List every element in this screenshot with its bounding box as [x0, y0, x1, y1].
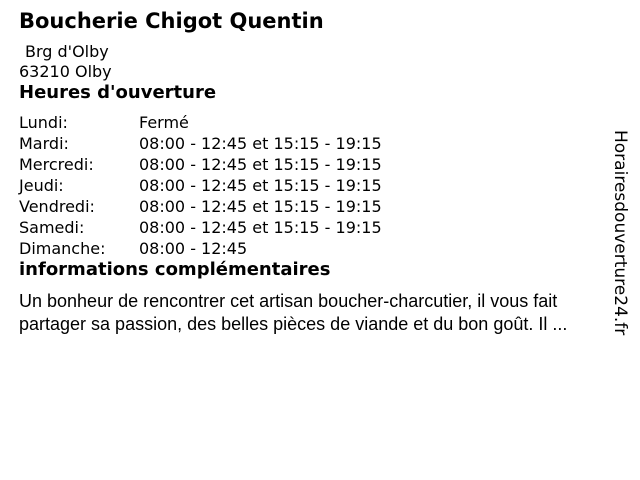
- extra-info-line: Un bonheur de rencontrer cet artisan boucher-charcutier, il vous fait: [19, 291, 558, 311]
- table-row-saturday: [19, 217, 382, 238]
- day-label: Lundi:: [19, 113, 68, 132]
- address-block: [19, 42, 640, 82]
- opening-hours-table: [19, 112, 382, 259]
- day-label: Samedi:: [19, 218, 85, 237]
- table-row-sunday: [19, 238, 382, 259]
- extra-info-line: partager sa passion, des belles pièces de viande et du bon goût. Il ...: [19, 314, 568, 334]
- day-label: Jeudi:: [19, 176, 64, 195]
- table-row-monday: [19, 112, 382, 133]
- day-label: Mercredi:: [19, 155, 94, 174]
- day-times: 08:00 - 12:45 et 15:15 - 19:15: [139, 155, 382, 174]
- day-label: Dimanche:: [19, 239, 106, 258]
- day-times: Fermé: [139, 113, 189, 132]
- day-times: 08:00 - 12:45 et 15:15 - 19:15: [139, 197, 382, 216]
- address-city: 63210 Olby: [19, 62, 112, 81]
- day-label: Vendredi:: [19, 197, 95, 216]
- table-row-friday: [19, 196, 382, 217]
- table-row-tuesday: [19, 133, 382, 154]
- table-row-thursday: [19, 175, 382, 196]
- extra-info-text: [19, 290, 640, 336]
- table-row-wednesday: [19, 154, 382, 175]
- day-label: Mardi:: [19, 134, 69, 153]
- day-times: 08:00 - 12:45 et 15:15 - 19:15: [139, 134, 382, 153]
- address-street: Brg d'Olby: [25, 42, 109, 61]
- extra-info-heading: informations complémentaires: [19, 259, 331, 280]
- day-times: 08:00 - 12:45: [139, 239, 248, 258]
- day-times: 08:00 - 12:45 et 15:15 - 19:15: [139, 218, 382, 237]
- page-title: Boucherie Chigot Quentin: [19, 9, 324, 33]
- opening-hours-heading: Heures d'ouverture: [19, 82, 217, 103]
- watermark-vertical-text: Horairesdouverture24.fr: [610, 130, 630, 336]
- day-times: 08:00 - 12:45 et 15:15 - 19:15: [139, 176, 382, 195]
